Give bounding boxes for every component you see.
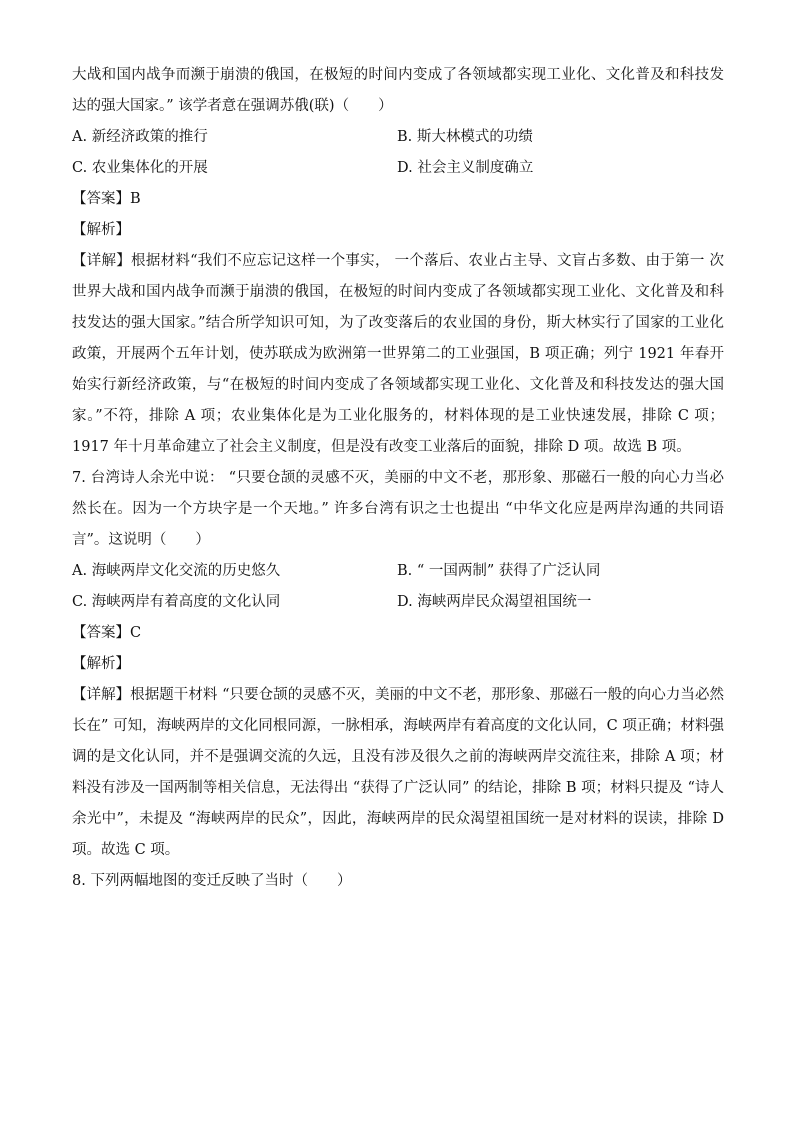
q7-options-row-2 xyxy=(72,587,724,618)
q6-options-row-1 xyxy=(72,122,724,153)
q6-analysis-label: 【解析】 xyxy=(72,222,130,238)
q8-stem: 8. 下列两幅地图的变迁反映了当时（ ） xyxy=(72,873,352,889)
q7-analysis-label: 【解析】 xyxy=(72,656,130,672)
q7-option-b: B. “ 一国两制” 获得了广泛认同 xyxy=(397,563,601,579)
q7-answer: 【答案】C xyxy=(72,625,142,641)
q6-options-row-2 xyxy=(72,153,724,184)
document-page xyxy=(72,60,724,897)
q7-option-c: C. 海峡两岸有着高度的文化认同 xyxy=(72,594,281,610)
q6-stem-tail: 大战和国内战争而濒于崩溃的俄国，在极短的时间内变成了各领域都实现工业化、文化普及和科技发达的强大国家。” 该学者意在强调苏俄(联)（ ） xyxy=(72,67,724,114)
q6-option-d: D. 社会主义制度确立 xyxy=(397,160,534,176)
q7-detail: 【详解】根据题干材料 “只要仓颉的灵感不灭，美丽的中文不老，那形象、那磁石一般的向心力当必然长在” 可知，海峡两岸的文化同根同源，一脉相承，海峡两岸有着高度的文化认同，C 项正确；材料强调的是文化认同，并不是强调交流的久远，且没有涉及很久之前的海峡两岸交流往来，排除 A 项；材料没有涉及一国两制等相关信息，无法得出 “获得了广泛认同” 的结论，排除 B 项；材料只提及 “诗人余光中”，未提及 “海峡两岸的民众”，因此，海峡两岸的民众渴望祖国统一是对材料的误读，排除 D 项。故选 C 项。 xyxy=(72,687,724,858)
q6-detail: 【详解】根据材料“我们不应忘记这样一个事实， 一个落后、农业占主导、文盲占多数、由于第一 次世界大战和国内战争而濒于崩溃的俄国，在极短的时间内变成了各领域都实现工业化、文化普及和科技发达的强大国家。”结合所学知识可知，为了改变落后的农业国的身份，斯大林实行了国家的工业化政策，开展两个五年计划，使苏联成为欧洲第一世界第二的工业强国，B 项正确；列宁 1921 年春开始实行新经济政策，与“在极短的时间内变成了各领域都实现工业化、文化普及和科技发达的强大国家。”不符，排除 A 项；农业集体化是为工业化服务的，材料体现的是工业快速发展，排除 C 项；1917 年十月革命建立了社会主义制度，但是没有改变工业落后的面貌，排除 D 项。故选 B 项。 xyxy=(72,253,724,455)
q6-option-c: C. 农业集体化的开展 xyxy=(72,160,208,176)
q6-option-a: A. 新经济政策的推行 xyxy=(72,129,208,145)
q6-option-b: B. 斯大林模式的功绩 xyxy=(397,129,533,145)
q7-option-d: D. 海峡两岸民众渴望祖国统一 xyxy=(397,594,592,610)
q7-options-row-1 xyxy=(72,556,724,587)
q6-answer: 【答案】B xyxy=(72,191,141,207)
q7-stem: 7. 台湾诗人余光中说： “只要仓颉的灵感不灭，美丽的中文不老，那形象、那磁石一般的向心力当必然长在。因为一个方块字是一个天地。” 许多台湾有识之士也提出 “中华文化应是两岸沟通的共同语言”。这说明（ ） xyxy=(72,470,724,548)
q7-option-a: A. 海峡两岸文化交流的历史悠久 xyxy=(72,563,281,579)
